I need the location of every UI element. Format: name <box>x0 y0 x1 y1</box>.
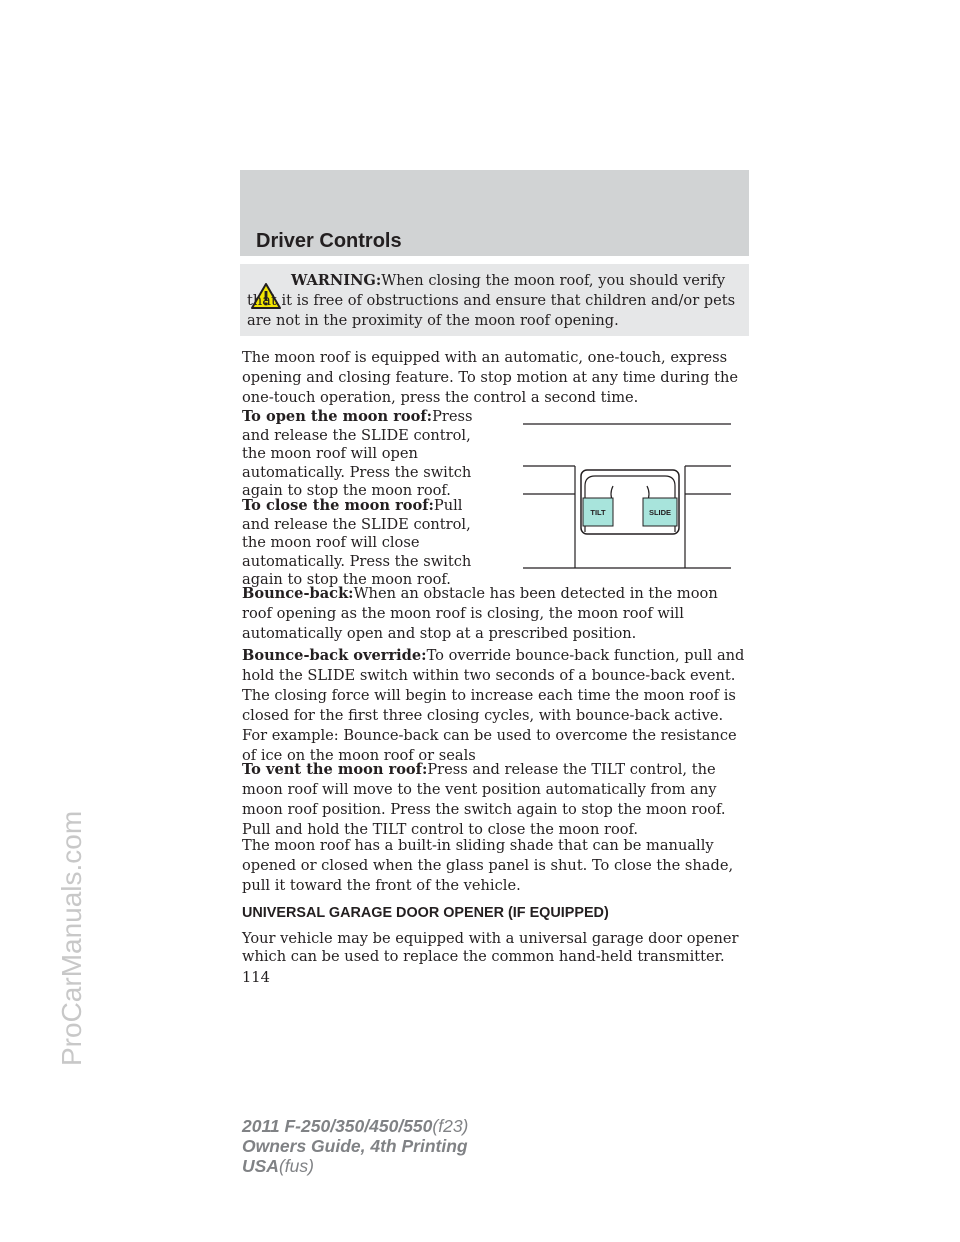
bounce-paragraph <box>242 584 752 644</box>
garage-heading: UNIVERSAL GARAGE DOOR OPENER (IF EQUIPPED) <box>242 905 609 921</box>
garage-paragraph: Your vehicle may be equipped with a universal garage door opener which can be used to replace the common hand-held transmitter. <box>242 930 739 965</box>
slide-label: SLIDE <box>648 508 672 517</box>
warning-label: WARNING: <box>291 272 382 289</box>
close-paragraph <box>242 497 494 590</box>
watermark: ProCarManuals.com <box>56 810 87 1066</box>
override-text: To override bounce-back function, pull and hold the SLIDE switch within two seconds of a bounce-back event. The closing force will begin to increase each time the moon roof is closed for the first three closing cycles, with bounce-back active. For example: Bounce-back can be used to overcome the resistance of ice on the moon roof or seals <box>242 647 745 764</box>
bounce-text: When an obstacle has been detected in the moon roof opening as the moon roof is closing, the moon roof will automatically open and stop at a prescribed position. <box>242 585 718 642</box>
vent-text: Press and release the TILT control, the moon roof will move to the vent position automatically from any moon roof position. Press the switch again to stop the moon roof. Pull and hold the TILT control to close the moon roof. <box>242 761 726 838</box>
footer <box>242 1116 468 1176</box>
override-paragraph <box>242 646 752 766</box>
tilt-label: TILT <box>590 508 606 517</box>
close-label: To close the moon roof: <box>242 497 434 514</box>
intro-paragraph: The moon roof is equipped with an automatic, one-touch, express opening and closing feature. To stop motion at any time during the one-touch operation, press the control a second time. <box>242 349 738 406</box>
warning-body: When closing the moon roof, you should verify that it is free of obstructions and ensure that children and/or pets are not in the proximity of the moon roof opening. <box>247 272 736 329</box>
footer-line-2: Owners Guide, 4th Printing <box>242 1136 468 1156</box>
section-title: Driver Controls <box>256 230 402 252</box>
warning-box <box>240 264 749 336</box>
vent-paragraph <box>242 760 752 840</box>
bounce-label: Bounce-back: <box>242 585 354 602</box>
page-number: 114 <box>242 969 270 986</box>
open-text: Press and release the SLIDE control, the moon roof will open automatically. Press the switch again to stop the moon roof. <box>242 408 473 500</box>
warning-text <box>247 271 745 331</box>
open-paragraph <box>242 408 494 501</box>
open-label: To open the moon roof: <box>242 408 433 425</box>
moon-roof-control-figure <box>523 410 735 570</box>
close-text: Pull and release the SLIDE control, the moon roof will close automatically. Press the switch again to stop the moon roof. <box>242 497 472 589</box>
vent-label: To vent the moon roof: <box>242 761 428 778</box>
footer-line-3: USA(fus) <box>242 1156 314 1176</box>
shade-paragraph: The moon roof has a built-in sliding shade that can be manually opened or closed when the glass panel is shut. To close the shade, pull it toward the front of the vehicle. <box>242 837 734 894</box>
page-header <box>240 170 749 256</box>
override-label: Bounce-back override: <box>242 647 427 664</box>
footer-line-1: 2011 F-250/350/450/550(f23) <box>242 1116 469 1136</box>
